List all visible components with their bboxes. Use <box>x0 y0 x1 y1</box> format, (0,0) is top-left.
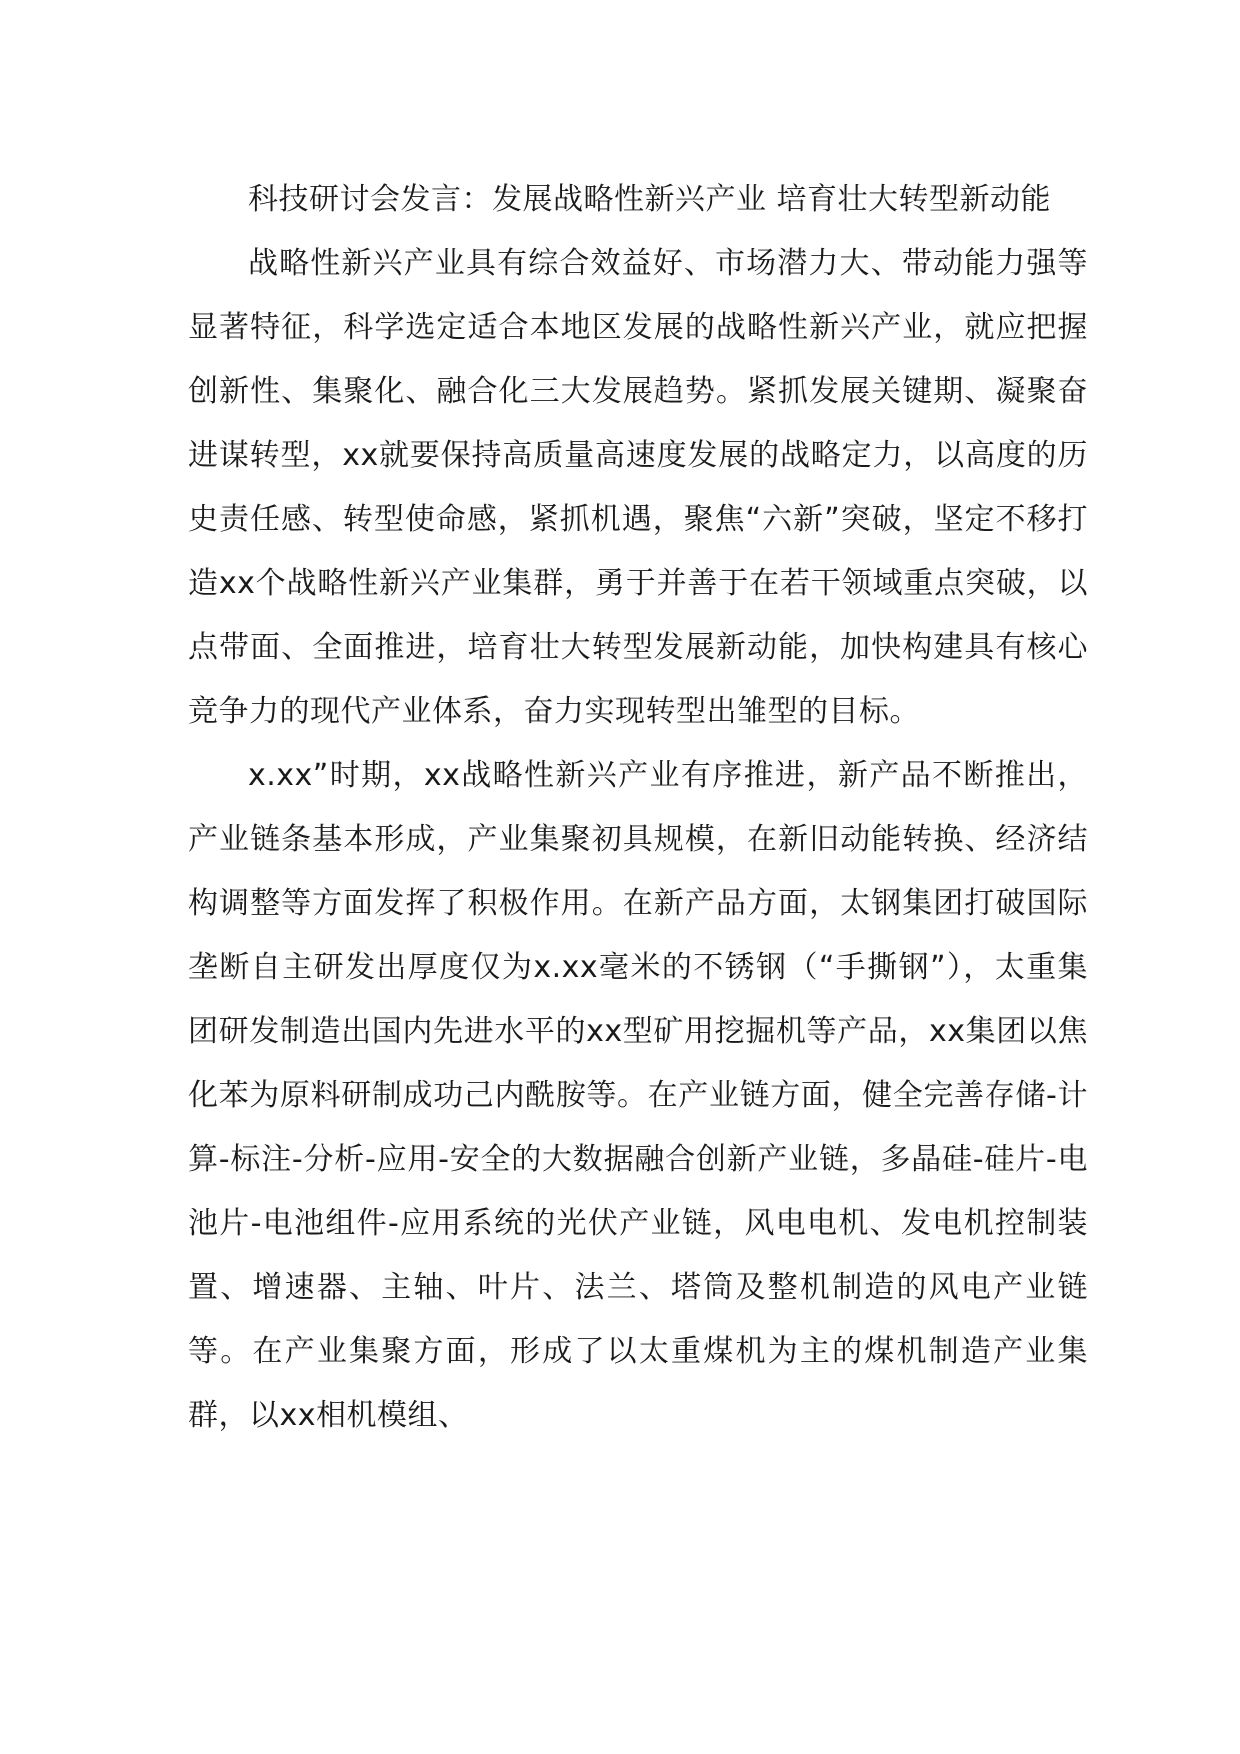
document-body <box>188 168 1088 1448</box>
document-title: 科技研讨会发言：发展战略性新兴产业 培育壮大转型新动能 <box>248 182 1052 217</box>
paragraph-2: x.xx”时期，xx战略性新兴产业有序推进，新产品不断推出，产业链条基本形成，产业集聚初具规模，在新旧动能转换、经济结构调整等方面发挥了积极作用。在新产品方面，太钢集团打破国际垄断自主研发出厚度仅为x.xx毫米的不锈钢（“手撕钢”），太重集团研发制造出国内先进水平的xx型矿用挖掘机等产品，xx集团以焦化苯为原料研制成功己内酰胺等。在产业链方面，健全完善存储-计算-标注-分析-应用-安全的大数据融合创新产业链，多晶硅-硅片-电池片-电池组件-应用系统的光伏产业链，风电电机、发电机控制装置、增速器、主轴、叶片、法兰、塔筒及整机制造的风电产业链等。在产业集聚方面，形成了以太重煤机为主的煤机制造产业集群，以xx相机模组、 <box>188 758 1088 1433</box>
paragraph-1: 战略性新兴产业具有综合效益好、市场潜力大、带动能力强等显著特征，科学选定适合本地区发展的战略性新兴产业，就应把握创新性、集聚化、融合化三大发展趋势。紧抓发展关键期、凝聚奋进谋转型，xx就要保持高质量高速度发展的战略定力，以高度的历史责任感、转型使命感，紧抓机遇，聚焦“六新”突破，坚定不移打造xx个战略性新兴产业集群，勇于并善于在若干领域重点突破，以点带面、全面推进，培育壮大转型发展新动能，加快构建具有核心竞争力的现代产业体系，奋力实现转型出雏型的目标。 <box>188 246 1088 729</box>
